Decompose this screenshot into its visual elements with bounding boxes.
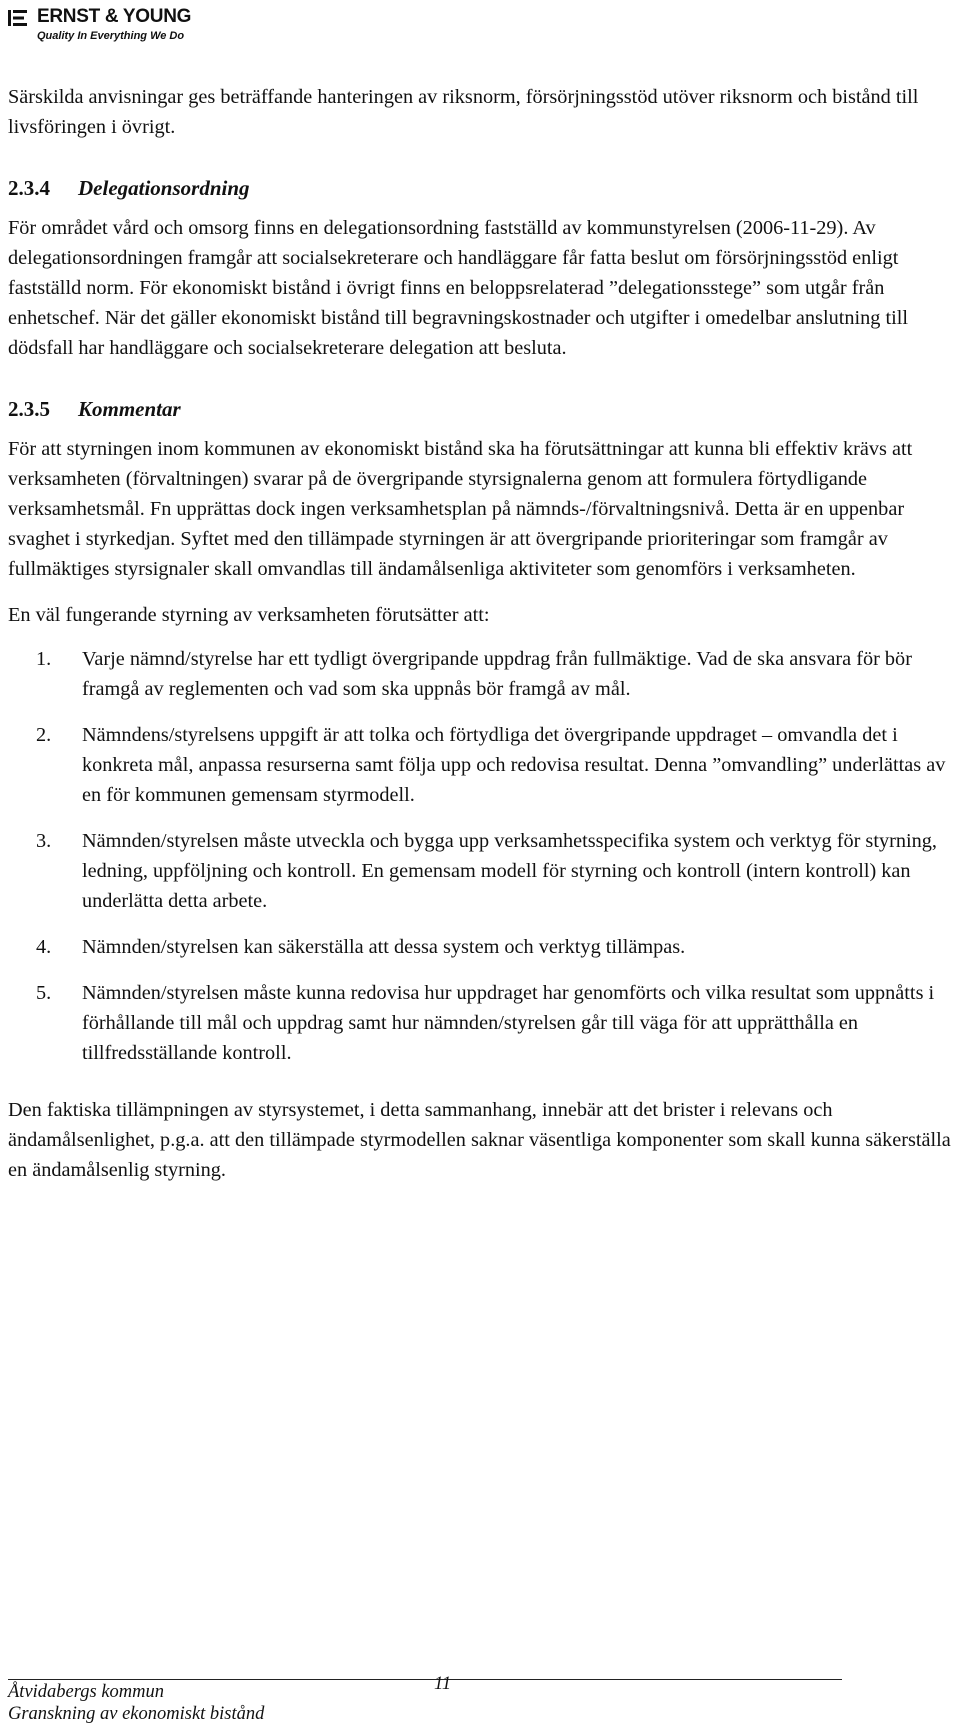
ernst-young-logo: [7, 4, 207, 46]
page-footer: [8, 1674, 908, 1725]
footer-report-title: Granskning av ekonomiskt bistånd: [8, 1704, 265, 1724]
page-number: 11: [434, 1674, 452, 1694]
list-item: [8, 978, 954, 1068]
section-number: 2.3.4: [8, 176, 50, 200]
logo-tagline: Quality In Everything We Do: [37, 30, 185, 42]
list-item-text: Nämnden/styrelsen måste kunna redovisa hur uppdraget har genomförts och vilka resultat som uppnåtts i förhållande till mål och uppdrag samt hur nämnden/styrelsen går till väga för att upprätthålla en tillfredsställande kontroll.: [82, 982, 935, 1064]
list-item-text: Nämnden/styrelsen måste utveckla och bygga upp verksamhetsspecifika system och verktyg för styrning, ledning, uppföljning och kontroll. En gemensam modell för styrning och kontroll (intern kontroll) kan underlätta detta arbete.: [82, 830, 937, 912]
list-item: [8, 644, 954, 704]
list-item-text: Nämndens/styrelsens uppgift är att tolka och förtydliga det övergripande uppdraget – omvandla det i konkreta mål, anpassa resurserna samt följa upp och redovisa resultat. Denna ”omvandling” underlättas av en för kommunen gemensam styrmodell.: [82, 724, 946, 806]
section-heading-2-3-4: [8, 173, 954, 213]
intro-paragraph: Särskilda anvisningar ges beträffande hanteringen av riksnorm, försörjningsstöd utöver riksnorm och bistånd till livsföringen i övrigt.: [8, 86, 919, 138]
section-heading-2-3-5: [8, 394, 954, 434]
section-title: Delegationsordning: [78, 176, 250, 200]
footer-municipality: Åtvidabergs kommun: [8, 1682, 165, 1702]
list-item: [8, 826, 954, 916]
section-title: Kommentar: [78, 397, 181, 421]
list-item-number: 3.: [36, 830, 52, 852]
list-item: [8, 720, 954, 810]
list-item-number: 5.: [36, 982, 52, 1004]
section-number: 2.3.5: [8, 397, 50, 421]
document-body: [8, 82, 954, 1185]
logo-brand: ERNST & YOUNG: [37, 6, 192, 27]
comment-paragraph-2: En väl fungerande styrning av verksamheten förutsätter att:: [8, 604, 490, 626]
footer-divider: [8, 1679, 842, 1680]
requirements-list: [8, 644, 954, 1068]
ernst-young-logo-mark-icon: [7, 7, 29, 29]
list-item-text: Nämnden/styrelsen kan säkerställa att dessa system och verktyg tillämpas.: [82, 936, 686, 958]
comment-paragraph-3: Den faktiska tillämpningen av styrsystemet, i detta sammanhang, innebär att det brister i relevans och ändamålsenlighet, p.g.a. att den tillämpade styrmodellen saknar väsentliga komponenter som skall kunna säkerställa en ändamålsenlig styrning.: [8, 1099, 951, 1181]
list-item-text: Varje nämnd/styrelse har ett tydligt övergripande uppdrag från fullmäktige. Vad de ska ansvara för bör framgå av reglementen och vad som ska uppnås bör framgå av mål.: [82, 648, 912, 700]
list-item: [8, 932, 954, 962]
list-item-number: 2.: [36, 724, 52, 746]
list-item-number: 4.: [36, 936, 52, 958]
comment-paragraph-1: För att styrningen inom kommunen av ekonomiskt bistånd ska ha förutsättningar att kunna bli effektiv krävs att verksamheten (förvaltningen) svarar på de övergripande styrsignalerna genom att formulera förtydligande verksamhetsmål. Fn upprättas dock ingen verksamhetsplan på nämnds-/förvaltningsnivå. Detta är en uppenbar svaghet i styrkedjan. Syftet med den tillämpade styrningen är att övergripande prioriteringar som framgår av fullmäktiges styrsignaler skall omvandlas till ändamålsenliga aktiviteter som genomförs i verksamheten.: [8, 438, 913, 580]
delegation-paragraph: För området vård och omsorg finns en delegationsordning fastställd av kommunstyrelsen (2006-11-29). Av delegationsordningen framgår att socialsekreterare och handläggare får fatta beslut om försörjningsstöd enligt fastställd norm. För ekonomiskt bistånd i övrigt finns en beloppsrelaterad ”delegationsstege” som utgår från enhetschef. När det gäller ekonomiskt bistånd till begravningskostnader och utgifter i omedelbar anslutning till dödsfall har handläggare och socialsekreterare delegation att besluta.: [8, 217, 909, 359]
list-item-number: 1.: [36, 648, 52, 670]
